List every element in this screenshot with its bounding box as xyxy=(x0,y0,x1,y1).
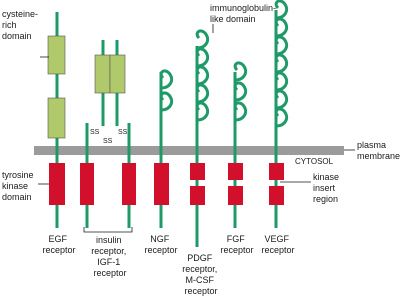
fgf-ig-loop xyxy=(235,103,246,120)
vegf-ig-loop xyxy=(276,37,287,54)
cysteine-rich-domain-label xyxy=(2,9,41,41)
receptor-label-line: EGF xyxy=(48,234,67,244)
cytosol-label: CYTOSOL xyxy=(295,157,334,166)
plasma-membrane xyxy=(34,146,344,155)
annotation-line: tyrosine xyxy=(2,170,34,180)
disulfide-bond-label: SS xyxy=(103,138,113,145)
disulfide-bond-label: SS xyxy=(118,129,128,136)
receptor-label-line: receptor xyxy=(42,245,76,255)
vegf-ig-loop xyxy=(276,91,287,108)
receptor-label-line: NGF xyxy=(150,234,170,244)
annotation-line: rich xyxy=(2,20,17,30)
annotation-line: immunoglobulin- xyxy=(210,3,277,13)
vegf-receptor-label xyxy=(261,234,294,255)
annotation-line: plasma xyxy=(357,140,387,150)
annotation-line: cysteine- xyxy=(2,9,39,19)
disulfide-bond-label: SS xyxy=(90,129,100,136)
egf-cysteine-domain-lower xyxy=(48,98,65,138)
receptor-label-line: receptor xyxy=(220,245,254,255)
vegf-kinase-domain-lower xyxy=(269,186,284,205)
fgf-receptor xyxy=(228,63,246,228)
annotation-line: insert xyxy=(313,183,336,193)
egf-cysteine-domain-upper xyxy=(48,36,65,74)
annotation-line: like domain xyxy=(210,14,256,24)
annotation-line: domain xyxy=(2,31,32,41)
pdgf-ig-loop xyxy=(197,31,208,48)
plasma-membrane-label xyxy=(357,140,400,161)
receptor-label-line: IGF-1 xyxy=(97,257,121,267)
insulin-bracket xyxy=(84,227,132,232)
receptor-label-line: receptor xyxy=(261,245,295,255)
insulin-kinase-domain-right xyxy=(122,163,136,205)
ngf-ig-loop-lower xyxy=(161,93,172,110)
fgf-receptor-label xyxy=(220,234,253,255)
vegf-ig-loop xyxy=(276,109,287,126)
receptor-label-line: PDGF xyxy=(187,253,213,263)
egf-kinase-domain xyxy=(49,163,65,205)
annotation-line: domain xyxy=(2,192,32,202)
egf-receptor xyxy=(48,12,65,228)
annotation-line: membrane xyxy=(357,151,400,161)
receptor-label-line: receptor xyxy=(184,286,218,296)
fgf-kinase-domain-lower xyxy=(228,186,243,205)
immunoglobulin-like-domain-label xyxy=(210,3,279,24)
annotation-line: kinase xyxy=(313,172,340,182)
receptor-label-line: receptor xyxy=(93,268,127,278)
receptor-label-line: M-CSF xyxy=(185,275,214,285)
egf-receptor-label xyxy=(42,234,75,255)
pdgf-kinase-domain-lower xyxy=(190,186,205,205)
pdgf-ig-loop xyxy=(197,67,208,84)
receptor-label-line: receptor xyxy=(144,245,178,255)
receptor-label-line: insulin xyxy=(95,235,122,245)
fgf-ig-loop xyxy=(235,83,246,100)
fgf-kinase-domain-upper xyxy=(228,163,243,180)
pdgf-receptor-label xyxy=(182,253,220,296)
ngf-kinase-domain xyxy=(154,163,169,205)
kinase-insert-region-label xyxy=(313,172,342,204)
insulin-receptor xyxy=(80,40,136,232)
ngf-ig-loop-upper xyxy=(161,71,172,88)
vegf-receptor xyxy=(269,1,287,228)
fgf-ig-loop xyxy=(235,63,246,80)
insulin-cysteine-domain-right xyxy=(110,55,125,93)
pdgf-kinase-domain-upper xyxy=(190,163,205,180)
pdgf-ig-loop xyxy=(197,85,208,102)
vegf-ig-loop xyxy=(276,19,287,36)
receptor-label-line: receptor, xyxy=(182,264,218,274)
receptor-label-line: VEGF xyxy=(264,234,289,244)
insulin-cysteine-domain-left xyxy=(95,55,110,93)
ngf-receptor-label xyxy=(144,234,177,255)
insulin-kinase-domain-left xyxy=(80,163,94,205)
pdgf-ig-loop xyxy=(197,103,208,120)
pdgf-receptor xyxy=(190,31,208,247)
pdgf-ig-loop xyxy=(197,49,208,66)
insulin-receptor-label xyxy=(91,235,129,278)
annotation-line: kinase xyxy=(2,181,29,191)
vegf-ig-loop xyxy=(276,55,287,72)
receptor-label-line: FGF xyxy=(226,234,245,244)
vegf-ig-loop xyxy=(276,73,287,90)
vegf-kinase-domain-upper xyxy=(269,163,284,180)
annotation-line: region xyxy=(313,194,339,204)
receptor-label-line: receptor, xyxy=(91,246,127,256)
tyrosine-kinase-domain-label xyxy=(2,170,36,202)
